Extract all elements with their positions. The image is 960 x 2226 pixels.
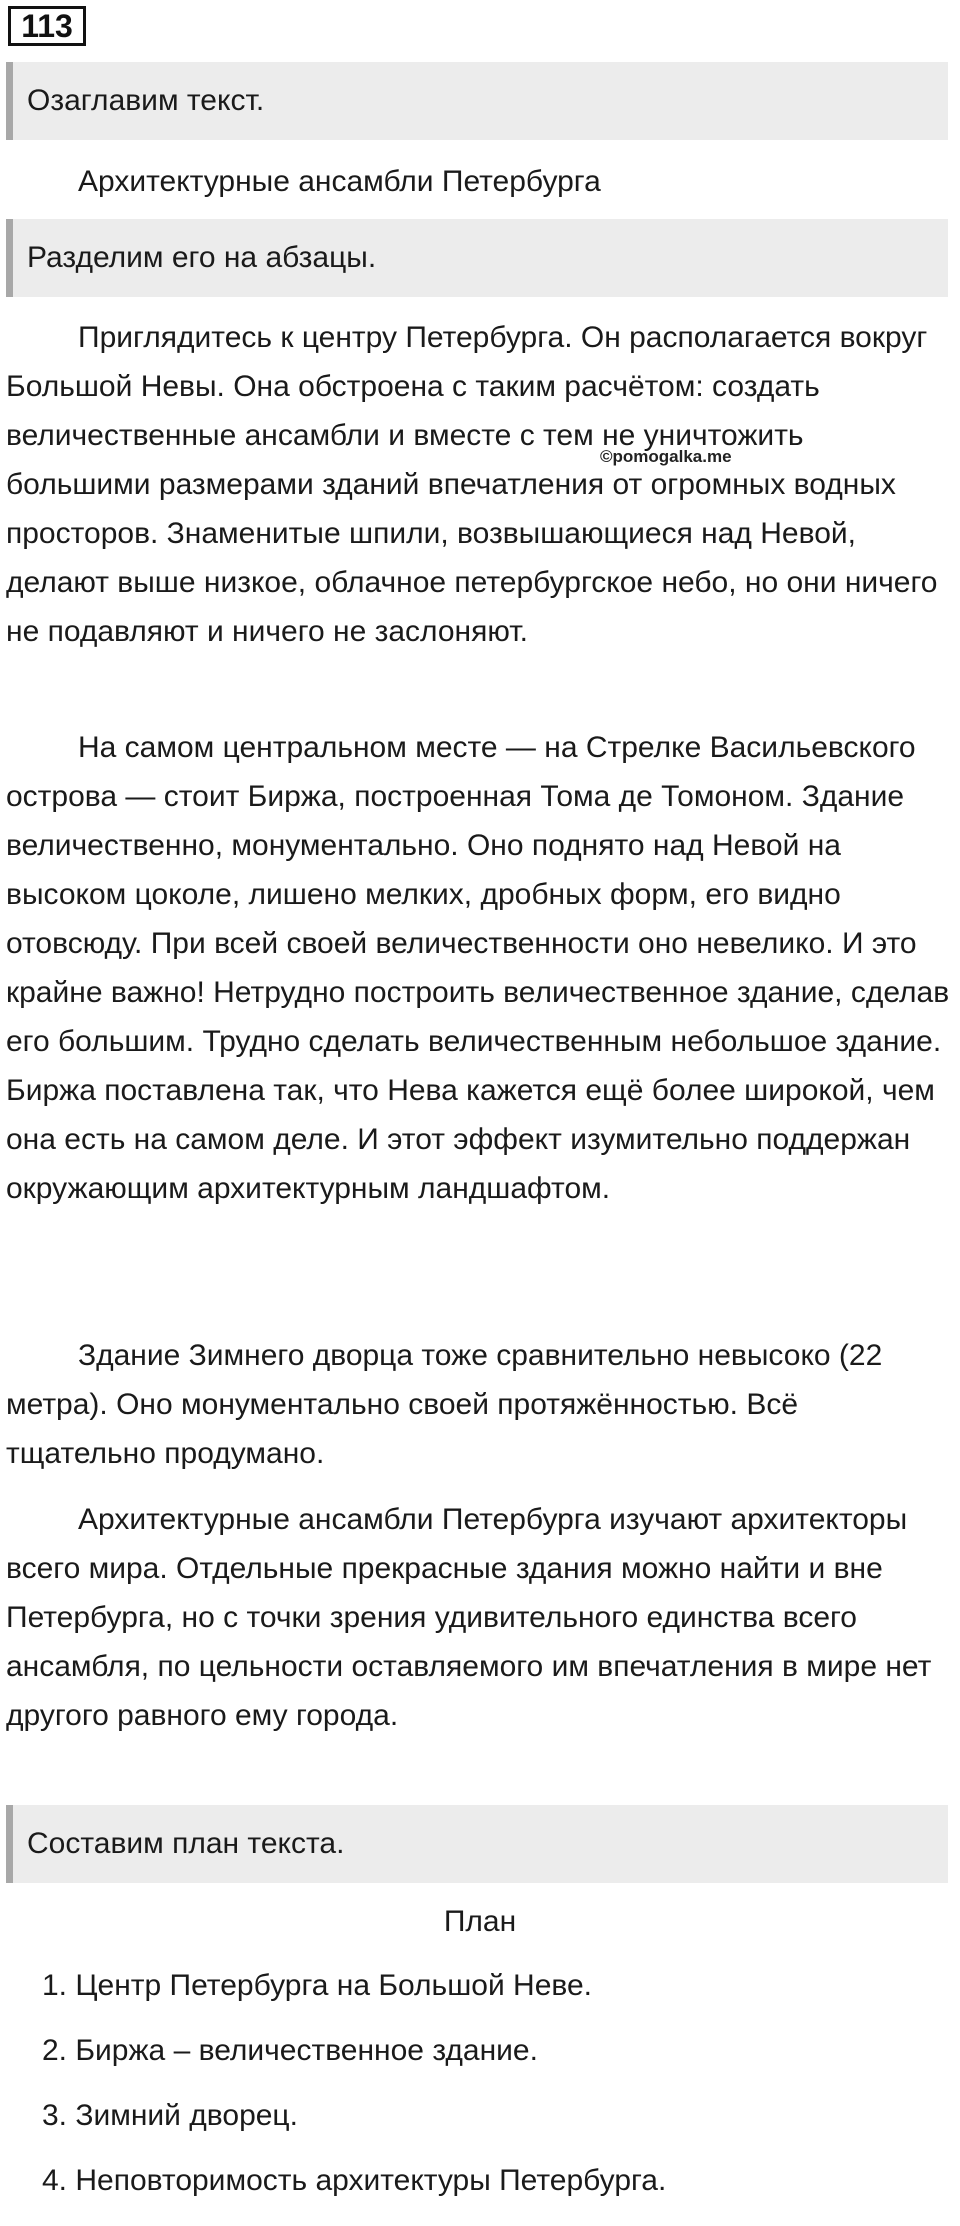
plan-list — [42, 1966, 666, 2226]
plan-item: 2. Биржа – величественное здание. — [42, 2034, 538, 2067]
paragraph-4: Архитектурные ансамбли Петербурга изучают архитекторы всего мира. Отдельные прекрасные здания можно найти и вне Петербурга, но с точки зрения удивительного единства всего ансамбля, по цельности оставляемого им впечатления в мире нет другого равного ему города. — [6, 1503, 932, 1732]
plan-title: План — [443, 1905, 517, 1938]
step-title-bar: Озаглавим текст. — [6, 62, 948, 140]
paragraph-2: На самом центральном месте — на Стрелке Васильевского острова — стоит Биржа, построенная Тома де Томоном. Здание величественно, монументально. Оно поднято над Невой на высоком цоколе, лишено мелких, дробных форм, его видно отовсюду. При всей своей величественности оно невелико. И это крайне важно! Нетрудно построить величественное здание, сделав его большим. Трудно сделать величественным небольшое здание. Биржа поставлена так, что Нева кажется ещё более широкой, чем она есть на самом деле. И этот эффект изумительно поддержан окружающим архитектурным ландшафтом. — [6, 731, 950, 1205]
plan-item: 1. Центр Петербурга на Большой Неве. — [42, 1969, 593, 2002]
step-paragraphs-bar: Разделим его на абзацы. — [6, 219, 948, 297]
paragraph-1: Приглядитесь к центру Петербурга. Он располагается вокруг Большой Невы. Она обстроена с таким расчётом: создать величественные ансамбли и вместе с тем не уничтожить большими размерами зданий впечатления от огромных водных просторов. Знаменитые шпили, возвышающиеся над Невой, делают выше низкое, облачное петербургское небо, но они ничего не подавляют и ничего не заслоняют. — [6, 321, 938, 648]
text-title: Архитектурные ансамбли Петербурга — [78, 165, 601, 198]
exercise-number-badge: 113 — [8, 6, 86, 46]
paragraph-3: Здание Зимнего дворца тоже сравнительно невысоко (22 метра). Оно монументально своей протяжённостью. Всё тщательно продумано. — [6, 1339, 883, 1470]
plan-item: 4. Неповторимость архитектуры Петербурга. — [42, 2164, 667, 2197]
plan-item: 3. Зимний дворец. — [42, 2099, 298, 2132]
step-plan-bar: Составим план текста. — [6, 1805, 948, 1883]
watermark: ©pomogalka.me — [600, 447, 732, 466]
